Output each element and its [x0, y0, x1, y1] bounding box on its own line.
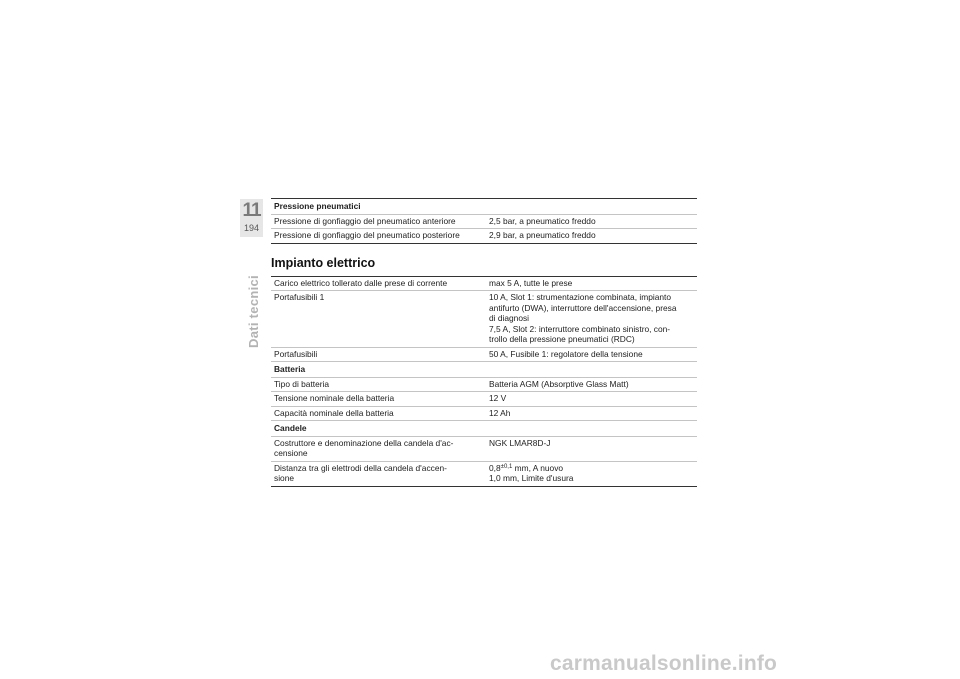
row-value [486, 461, 697, 486]
row-value: 10 A, Slot 1: strumentazione combinata, impianto antifurto (DWA), interruttore dell'accensione, presa di diagnosi 7,5 A, Slot 2: interruttore combinato sinistro, con- trollo della pressione pneumatici (RDC) [486, 291, 697, 348]
page-number: 194 [243, 223, 260, 233]
spec-content [271, 198, 697, 487]
row-label: Pressione di gonfiaggio del pneumatico anteriore [271, 214, 486, 229]
table-row [271, 436, 697, 461]
table-row [271, 461, 697, 486]
row-label: Capacità nominale della batteria [271, 406, 486, 421]
table-row [271, 291, 697, 348]
row-label: Pressione di gonfiaggio del pneumatico posteriore [271, 229, 486, 244]
row-value: 2,5 bar, a pneumatico freddo [486, 214, 697, 229]
row-label: Costruttore e denominazione della candela d'ac- censione [271, 436, 486, 461]
row-value: 12 Ah [486, 406, 697, 421]
row-label: Portafusibili 1 [271, 291, 486, 348]
gap-value-base: 0,8 [489, 462, 501, 473]
row-label: Carico elettrico tollerato dalle prese di corrente [271, 276, 486, 291]
table-row [271, 392, 697, 407]
row-label: Tipo di batteria [271, 377, 486, 392]
row-value: 2,9 bar, a pneumatico freddo [486, 229, 697, 244]
table-row [271, 276, 697, 291]
watermark: carmanualsonline.info [550, 652, 778, 675]
gap-tolerance: ±0,1 [500, 463, 513, 470]
chapter-number: 11 [242, 200, 261, 221]
spark-plugs-heading: Candele [271, 421, 697, 437]
section-title: Impianto elettrico [271, 255, 376, 270]
table-row [271, 377, 697, 392]
chapter-tab [240, 199, 263, 237]
chapter-title: Dati tecnici [246, 275, 261, 348]
table-row [271, 347, 697, 362]
row-label: Tensione nominale della batteria [271, 392, 486, 407]
row-value: Batteria AGM (Absorptive Glass Matt) [486, 377, 697, 392]
row-value: 50 A, Fusibile 1: regolatore della tensione [486, 347, 697, 362]
table-row [271, 406, 697, 421]
row-value: max 5 A, tutte le prese [486, 276, 697, 291]
row-value: 12 V [486, 392, 697, 407]
table-row [271, 214, 697, 229]
battery-heading: Batteria [271, 362, 697, 378]
electrical-table [271, 276, 697, 487]
tire-pressure-heading: Pressione pneumatici [271, 199, 697, 215]
row-value: NGK LMAR8D-J [486, 436, 697, 461]
gap-value-limit: 1,0 mm, Limite d'usura [489, 473, 574, 483]
row-label: Portafusibili [271, 347, 486, 362]
table-row [271, 229, 697, 244]
tire-pressure-table [271, 198, 697, 244]
gap-value-rest: mm, A nuovo [512, 462, 564, 473]
row-label: Distanza tra gli elettrodi della candela d'accen- sione [271, 461, 486, 486]
